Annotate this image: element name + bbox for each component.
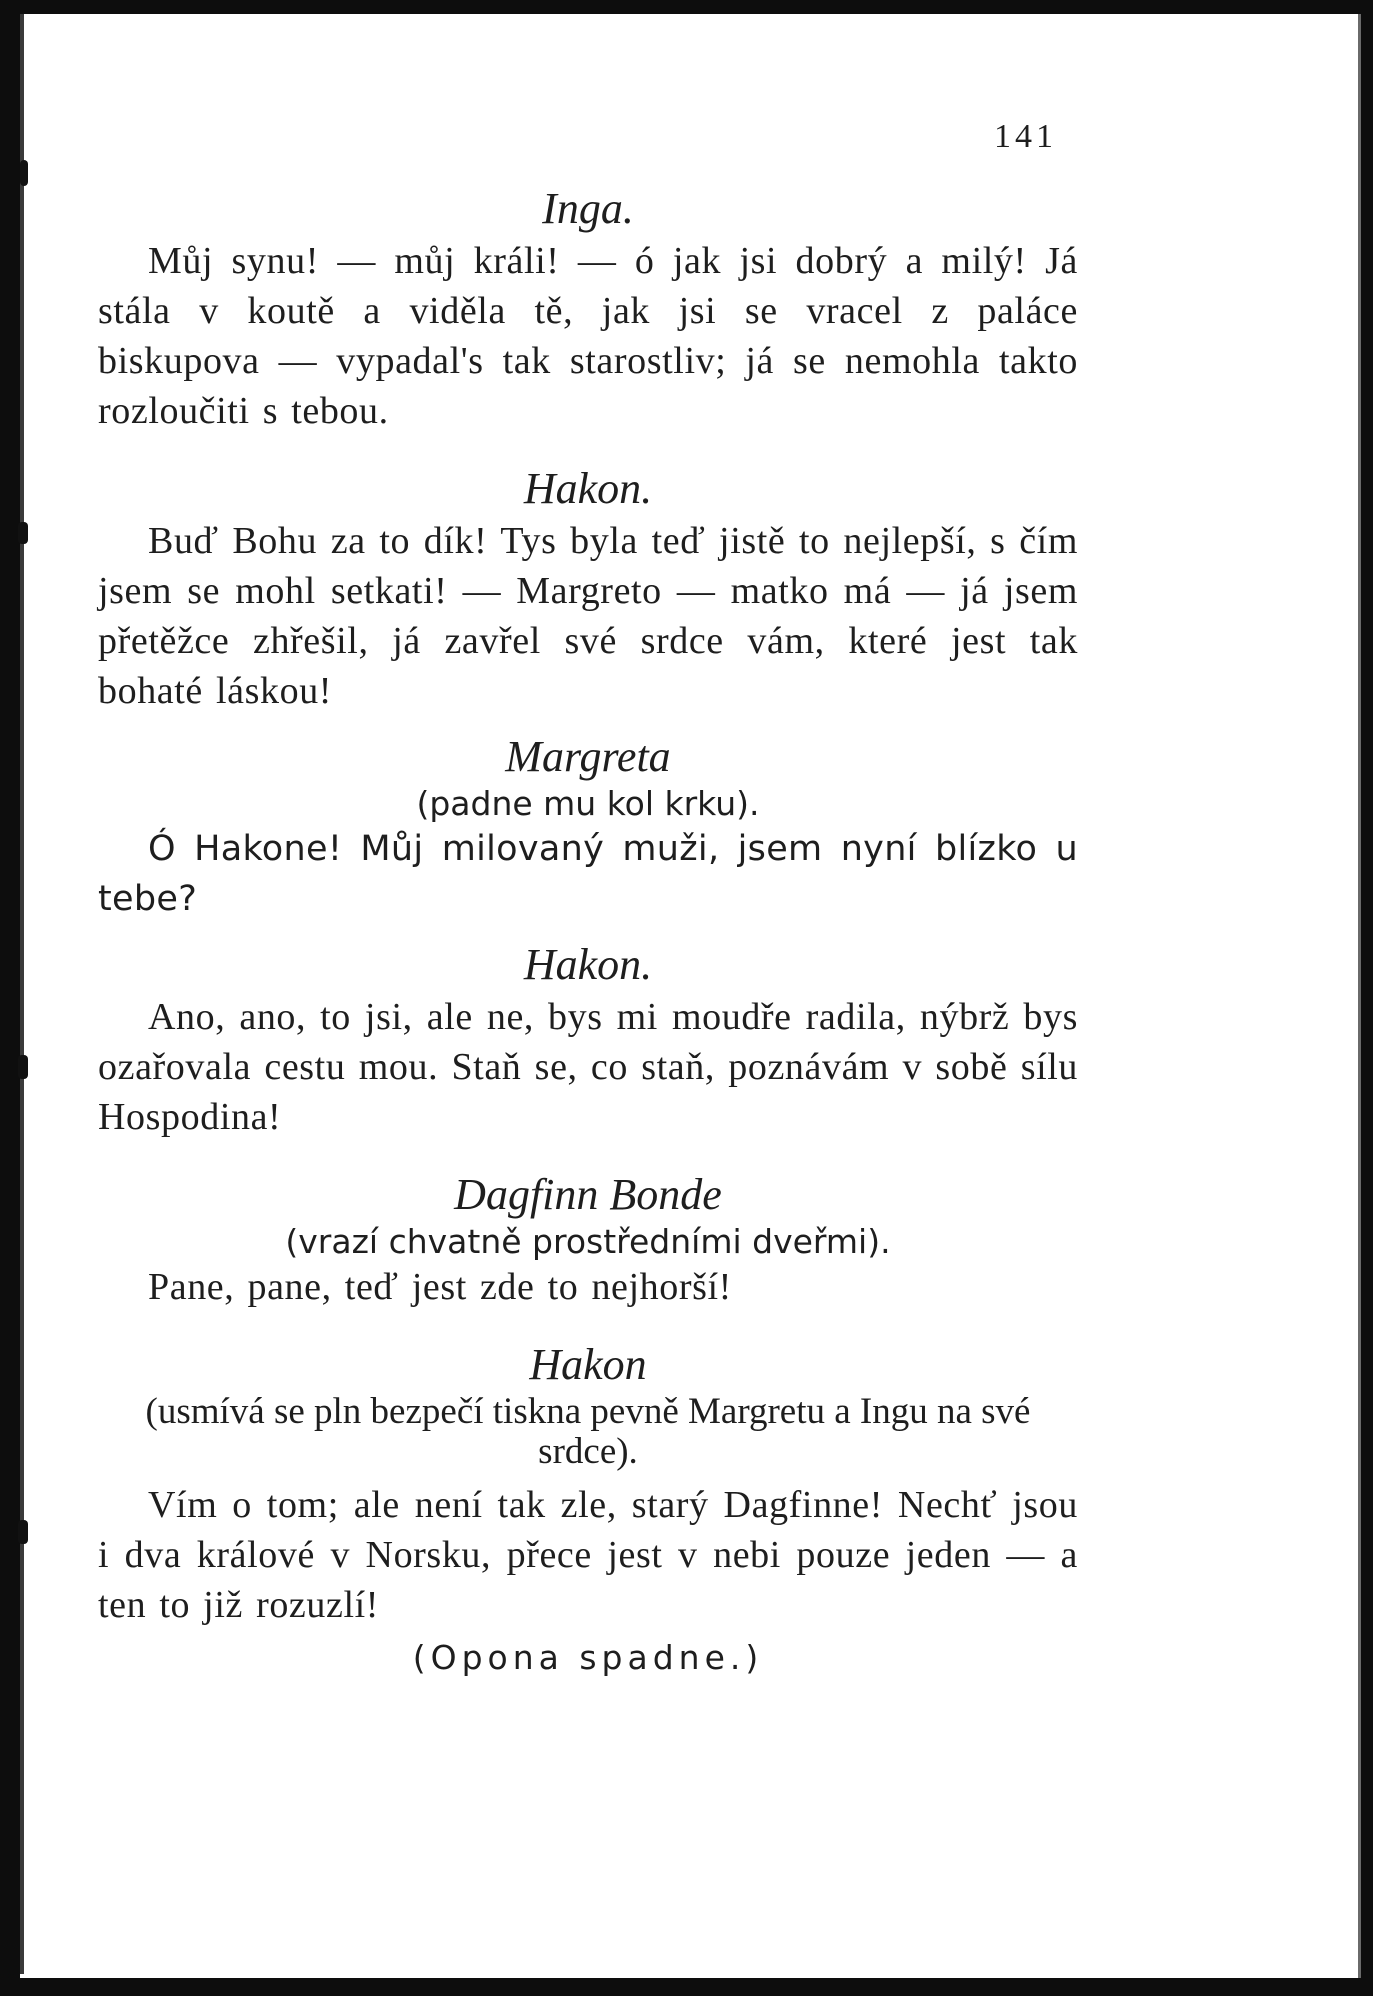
binding-mark	[20, 160, 28, 186]
page-number: 141	[994, 118, 1057, 155]
speech-text: Vím o tom; ale není tak zle, starý Dagfinne! Nechť jsou i dva králové v Norsku, přece jest v nebi pouze jeden — a ten to již rozuzlí!	[98, 1484, 1078, 1626]
stage-direction: (usmívá se pln bezpečí tiskna pevně Margretu a Ingu na své srdce).	[145, 1391, 1031, 1472]
scan-border-right	[1361, 0, 1373, 1996]
speaker-name: Hakon.	[523, 940, 653, 989]
speaker-name: Dagfinn Bonde	[454, 1170, 722, 1219]
speech-text: Ó Hakone! Můj milovaný muži, jsem nyní blízko u tebe?	[98, 829, 1078, 919]
speech-text: Ano, ano, to jsi, ale ne, bys mi moudře radila, nýbrž bys ozařovala cestu mou. Staň se, co staň, poznávám v sobě sílu Hospodina!	[98, 996, 1078, 1138]
speaker-name: Hakon	[529, 1340, 647, 1389]
binding-mark	[18, 1055, 28, 1079]
speaker-name: Margreta	[505, 732, 671, 781]
speech-text: Pane, pane, teď jest zde to nejhorší!	[148, 1266, 732, 1308]
scan-border-left	[0, 0, 20, 1996]
speaker-name: Hakon.	[523, 464, 653, 513]
speaker-name: Inga.	[542, 184, 634, 233]
binding-mark	[18, 522, 28, 544]
speech-text: Buď Bohu za to dík! Tys byla teď jistě to nejlepší, s čím jsem se mohl setkati! — Margreto — matko má — já jsem přetěžce zhřešil, já zavřel své srdce vám, které jest tak bohaté láskou!	[98, 520, 1078, 712]
scan-border-right-shadow	[1358, 14, 1361, 1978]
scan-border-left-shadow	[20, 14, 24, 1974]
book-page	[98, 110, 1078, 1680]
curtain-direction: (Opona spadne.)	[412, 1638, 764, 1677]
binding-mark	[18, 1520, 28, 1544]
stage-direction: (padne mu kol krku).	[416, 784, 760, 823]
scan-border-top	[0, 0, 1373, 14]
stage-direction: (vrazí chvatně prostředními dveřmi).	[285, 1222, 891, 1261]
speech-text: Můj synu! — můj králi! — ó jak jsi dobrý a milý! Já stála v koutě a viděla tě, jak jsi se vracel z paláce biskupova — vypadal's tak starostliv; já se nemohla takto rozloučiti s tebou.	[98, 240, 1078, 432]
scan-border-bottom	[0, 1978, 1373, 1996]
